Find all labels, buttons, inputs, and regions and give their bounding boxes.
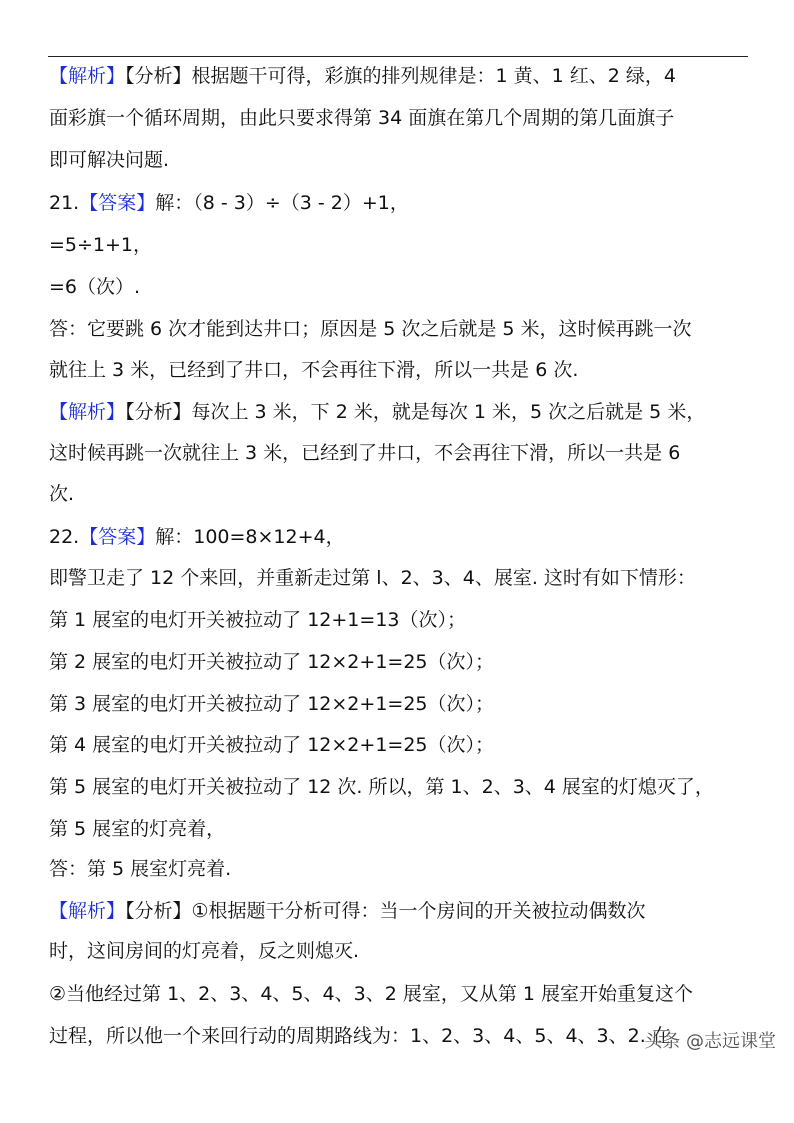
line-text: 【分析】每次上 3 米，下 2 米，就是每次 1 米，5 次之后就是 5 米，	[125, 401, 706, 423]
line-text: 即可解决问题.	[49, 149, 170, 171]
text-line	[49, 399, 705, 425]
line-text: 时，这间房间的灯亮着，反之则熄灭.	[49, 940, 360, 962]
question-number: 22.	[49, 526, 80, 548]
line-text: 次.	[49, 483, 75, 505]
text-line	[49, 190, 409, 216]
text-line	[49, 63, 676, 89]
text-line	[49, 440, 680, 466]
text-line	[49, 565, 696, 591]
text-line	[49, 691, 494, 717]
line-text: 答：它要跳 6 次才能到达井口；原因是 5 次之后就是 5 米，这时候再跳一次	[49, 318, 692, 340]
line-text: =6（次）.	[49, 276, 141, 298]
line-text: 第 5 展室的灯亮着，	[49, 818, 226, 840]
text-line	[49, 357, 578, 383]
text-line	[49, 481, 74, 507]
text-line	[49, 607, 466, 633]
text-line	[49, 938, 359, 964]
text-line	[49, 232, 152, 258]
line-text: 第 4 展室的电灯开关被拉动了 12×2+1=25（次）；	[49, 734, 494, 756]
line-text: =5÷1+1，	[49, 234, 153, 256]
text-line	[49, 649, 494, 675]
text-line	[49, 274, 140, 300]
text-line	[49, 816, 225, 842]
section-tag: 【解析】	[49, 900, 126, 922]
line-text: 解：（8 - 3）÷（3 - 2）+1，	[155, 192, 409, 214]
text-line	[49, 898, 646, 924]
text-line	[49, 316, 692, 342]
section-tag: 【答案】	[79, 192, 156, 214]
question-number: 21.	[49, 192, 80, 214]
text-line	[49, 981, 693, 1007]
line-text: 解：100=8×12+4，	[155, 526, 345, 548]
section-tag: 【答案】	[79, 526, 156, 548]
line-text: 过程，所以他一个来回行动的周期路线为：1、2、3、4、5、4、3、2. 在	[49, 1025, 671, 1047]
text-line	[49, 732, 494, 758]
line-text: 【分析】①根据题干分析可得：当一个房间的开关被拉动偶数次	[125, 900, 646, 922]
section-tag: 【解析】	[49, 65, 126, 87]
line-text: 这时候再跳一次就往上 3 米，已经到了井口，不会再往下滑，所以一共是 6	[49, 442, 681, 464]
text-line	[49, 774, 714, 800]
line-text: 第 1 展室的电灯开关被拉动了 12+1=13（次）；	[49, 609, 466, 631]
line-text: 即警卫走了 12 个来回，并重新走过第 l、2、3、4、展室. 这时有如下情形：	[49, 567, 696, 589]
header-rule	[48, 56, 748, 57]
text-line	[49, 1023, 671, 1049]
line-text: ②当他经过第 1、2、3、4、5、4、3、2 展室，又从第 1 展室开始重复这个	[49, 983, 693, 1005]
line-text: 答：第 5 展室灯亮着.	[49, 858, 232, 880]
text-line	[49, 105, 674, 131]
line-text: 就往上 3 米，已经到了井口，不会再往下滑，所以一共是 6 次.	[49, 359, 579, 381]
line-text: 第 2 展室的电灯开关被拉动了 12×2+1=25（次）；	[49, 651, 494, 673]
text-line	[49, 856, 231, 882]
line-text: 第 3 展室的电灯开关被拉动了 12×2+1=25（次）；	[49, 693, 494, 715]
text-line	[49, 147, 169, 173]
line-text: 【分析】根据题干可得，彩旗的排列规律是：1 黄、1 红、2 绿，4	[125, 65, 676, 87]
section-tag: 【解析】	[49, 401, 126, 423]
text-line	[49, 524, 345, 550]
line-text: 第 5 展室的电灯开关被拉动了 12 次. 所以，第 1、2、3、4 展室的灯熄灭了，	[49, 776, 714, 798]
watermark: 头条 @志远课堂	[644, 1031, 776, 1052]
line-text: 面彩旗一个循环周期，由此只要求得第 34 面旗在第几个周期的第几面旗子	[49, 107, 675, 129]
